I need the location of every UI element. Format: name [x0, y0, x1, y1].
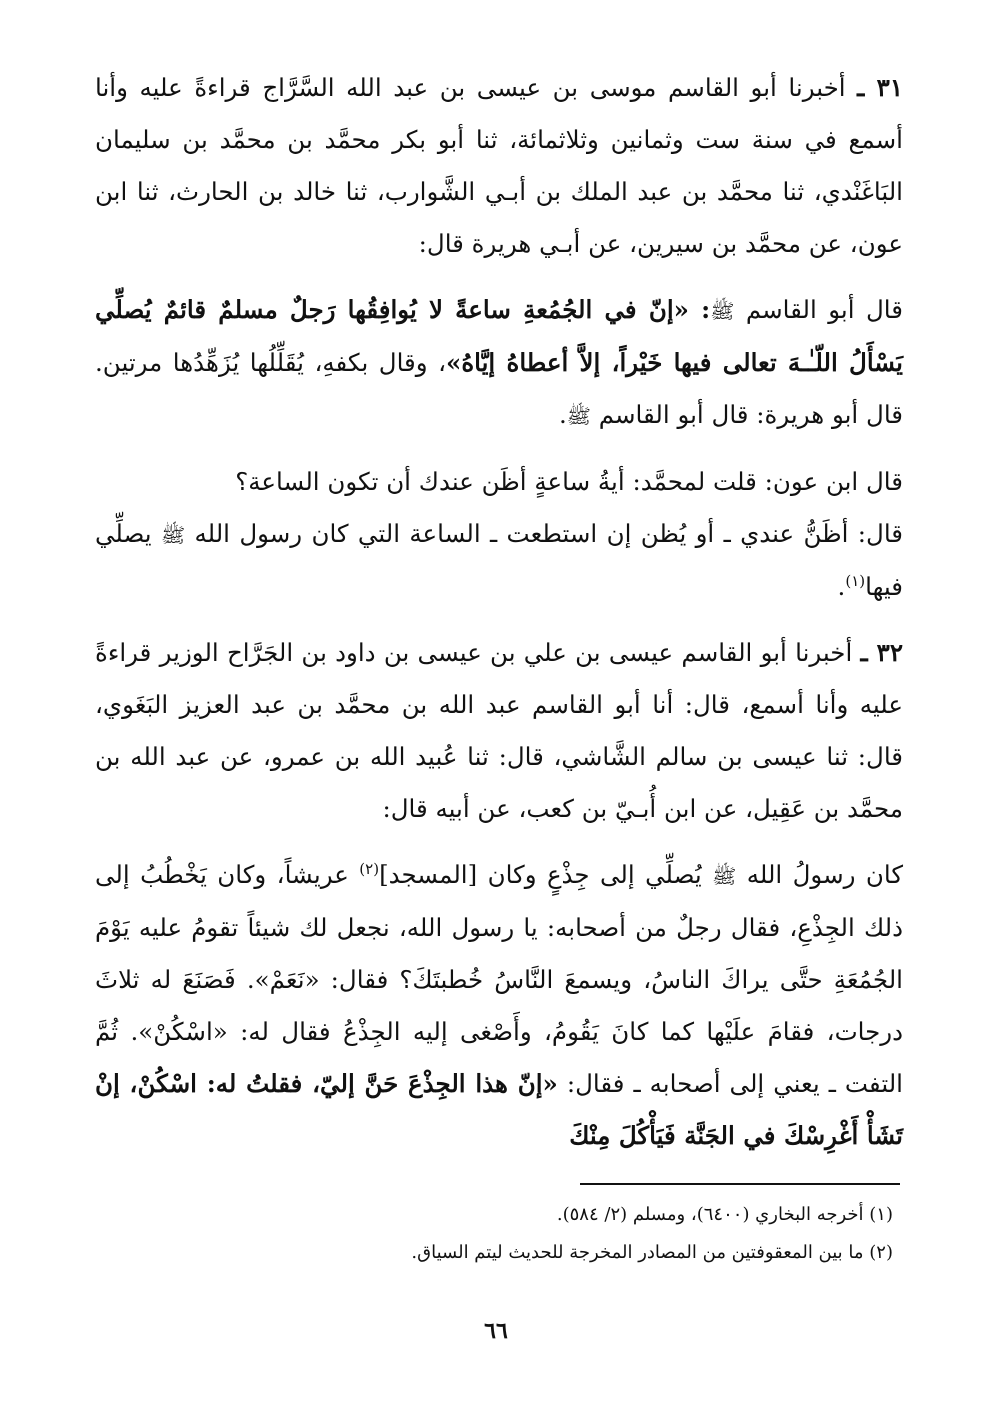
hadith-31-matn: قال أبو القاسم ﷺ: «إنّ في الجُمُعةِ ساعةً لا يُوافِقُها رَجلٌ مسلمٌ قائمٌ يُصلِّي يَسْأَلُ اللّـٰـهَ تعالى فيها خَيْراً، إلاَّ أعطاهُ إيَّاهُ»، وقال بكفهِ، يُقَلِّلُها يُزَهِّدُها مرتين. قال أبو هريرة: قال أبو القاسم ﷺ. [95, 295, 903, 429]
hadith-31-isnad-text: أخبرنا أبو القاسم موسى بن عيسى بن عبد الله السَّرَّاج قراءةً عليه وأنا أسمع في سنة ست وثمانين وثلاثمائة، ثنا أبو بكر محمَّد بن محمَّد بن سليمان البَاغَنْدي، ثنا محمَّد بن عبد الملك بن أبـي الشَّوارب، ثنا خالد بن الحارث، ثنا ابن عون، عن محمَّد بن سيرين، عن أبـي هريرة قال: [95, 73, 903, 258]
hadith-31-matn-quote: : «إنّ في الجُمُعةِ ساعةً لا يُوافِقُها رَجلٌ مسلمٌ قائمٌ يُصلِّي يَسْأَلُ اللّـٰـهَ تعالى فيها خَيْراً، إلاَّ أعطاهُ إيَّاهُ» [95, 295, 903, 377]
hadith-32-matn-part1: يُصلِّي إلى جِذْعٍ وكان [المسجد] [379, 860, 702, 889]
hadith-32-matn-bold: «إنّ هذا الجِذْعَ حَنَّ إليّ، فقلتُ له: اسْكُنْ، إنْ تَشَأْ أَغْرِسْكَ في الجَنَّة فَيَأْكُلَ مِنْكَ [95, 1069, 903, 1150]
salawat-glyph: ﷺ [712, 864, 737, 888]
hadith-31-matn-suffix: ، وقال بكفهِ، يُقَلِّلُها يُزَهِّدُها مرتين. قال أبو هريرة: قال أبو القاسم [95, 348, 903, 429]
hadith-31-number: ٣١ ـ [857, 73, 903, 102]
hadith-32-matn-prefix: كان رسولُ الله [746, 860, 903, 889]
hadith-31-answer-prefix: قال: أظَنُّ عندي ـ أو يُظن إن استطعت ـ الساعة التي كان رسول الله [194, 519, 903, 548]
salawat-glyph: ﷺ [566, 404, 591, 428]
hadith-31-answer-suffix: يصلِّي فيها [95, 519, 903, 601]
footnotes-section [95, 1196, 903, 1272]
hadith-32-matn [95, 849, 903, 1162]
hadith-31-matn-prefix: قال أبو القاسم [745, 295, 903, 324]
hadith-31-isnad [95, 62, 903, 270]
salawat-glyph: ﷺ [710, 299, 735, 323]
footnote-2: (٢) ما بين المعقوفتين من المصادر المخرجة للحديث ليتم السياق. [411, 1242, 893, 1263]
page-body [95, 62, 903, 1176]
hadith-31-question: قال ابن عون: قلت لمحمَّد: أيةُ ساعةٍ أظَن عندك أن تكون الساعة؟ [235, 467, 903, 496]
salawat-glyph: ﷺ [160, 523, 186, 547]
footnote-ref-2[interactable]: (٢) [359, 859, 380, 878]
footnote-1: (١) أخرجه البخاري (٦٤٠٠)، ومسلم (٢/ ٥٨٤). [556, 1204, 893, 1225]
hadith-32-number: ٣٢ ـ [860, 638, 903, 667]
footnote-divider [580, 1183, 900, 1185]
page-number: ٦٦ [484, 1318, 508, 1344]
hadith-32-matn-part2: عريشاً، وكان يَخْطُبُ إلى ذلك الجِذْعِ، فقال رجلٌ من أصحابه: يا رسول الله، نجعل لك شيئاً تقومُ عليه يَوْمَ الجُمُعَةِ حتَّى يراكَ الناسُ، ويسمعَ النَّاسُ خُطبتَكَ؟ فقال: «نَعَمْ». فَصَنَعَ له ثلاثَ درجات، فقامَ علَيْها كما كانَ يَقُومُ، وأَصْغى إليه الجِذْعُ فقال له: «اسْكُنْ». ثُمَّ التفت ـ يعني إلى أصحابه ـ فقال: [95, 860, 903, 1098]
hadith-32-isnad-text: أخبرنا أبو القاسم عيسى بن علي بن عيسى بن داود بن الجَرَّاح الوزير قراءةً عليه وأنا أسمع، قال: أنا أبو القاسم عبد الله بن محمَّد بن عبد العزيز البَغَوي، قال: ثنا عيسى بن سالم الشَّاشي، قال: ثنا عُبيد الله بن عمرو، عن عبد الله بن محمَّد بن عَقِيل، عن ابن أُبـيّ بن كعب، عن أبيه قال: [95, 638, 903, 823]
footnote-ref-1[interactable]: (١) [845, 571, 866, 590]
hadith-31-question-answer: قال ابن عون: قلت لمحمَّد: أيةُ ساعةٍ أظَن عندك أن تكون الساعة؟ قال: أظَنُّ عندي ـ أو يُظن إن استطعت ـ الساعة التي كان رسول الله ﷺ يصلِّي فيها$^{(١)}$. [95, 467, 903, 601]
hadith-32-isnad [95, 627, 903, 835]
